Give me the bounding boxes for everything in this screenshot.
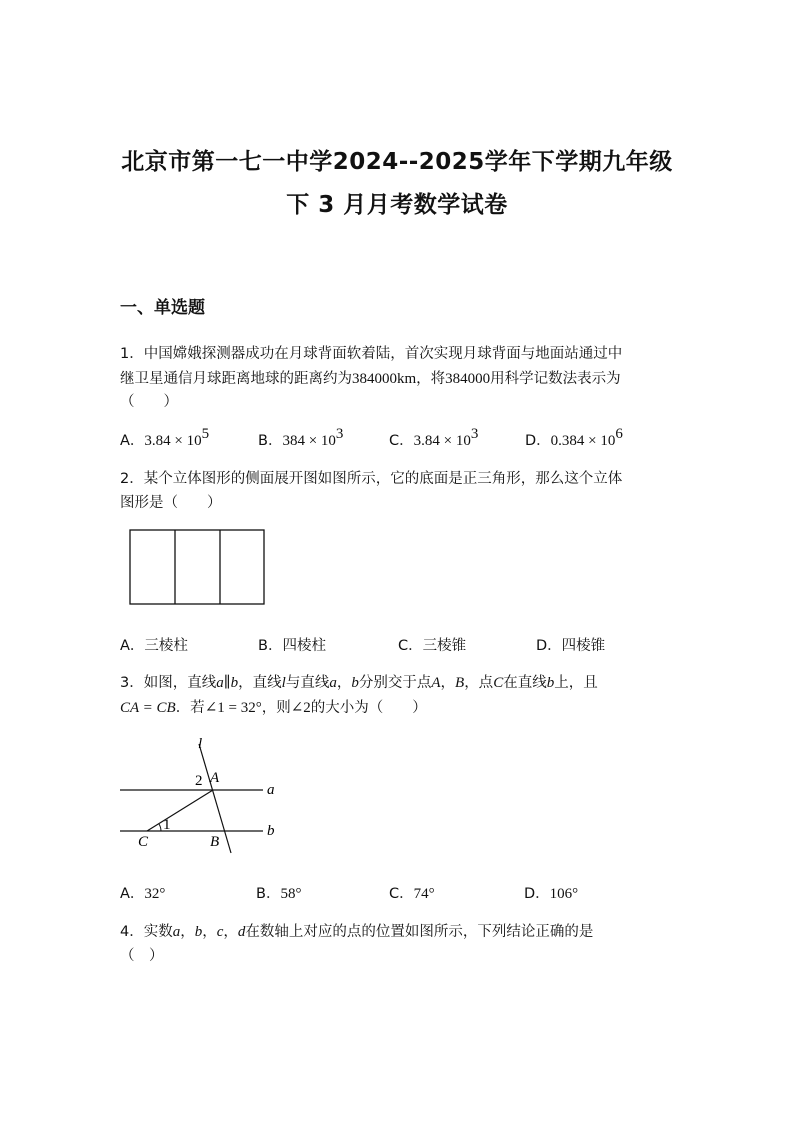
option-letter: B． xyxy=(258,433,283,449)
option-exponent: 5 xyxy=(201,426,210,442)
q3-option-b[interactable] xyxy=(256,882,301,903)
q4-math: c xyxy=(216,924,224,940)
q1-option-d[interactable] xyxy=(525,426,623,450)
label-2: 2 xyxy=(195,773,203,789)
option-letter: D． xyxy=(536,638,562,654)
q1-line1: 1．中国嫦娥探测器成功在月球背面软着陆，首次实现月球背面与地面站通过中 xyxy=(120,346,623,362)
q3-math: b xyxy=(351,675,359,691)
q3-text: 在直线 xyxy=(503,675,547,691)
q2-option-b[interactable] xyxy=(258,634,326,655)
option-letter: D． xyxy=(525,433,551,449)
q4-text: ， xyxy=(202,924,217,940)
q3-math: B xyxy=(455,675,465,691)
option-value: 三棱锥 xyxy=(422,638,467,654)
q1-number: 384000 xyxy=(445,371,491,387)
q4-math: b xyxy=(194,924,203,940)
option-letter: C． xyxy=(389,886,414,902)
q3-math: C xyxy=(493,675,504,691)
q3-option-c[interactable] xyxy=(389,882,435,903)
label-C: C xyxy=(138,834,149,850)
parallel-lines-figure xyxy=(115,735,285,855)
exam-title-line1: 北京市第一七一中学2024--2025学年下学期九年级 xyxy=(121,149,673,175)
q3-math: l xyxy=(281,675,286,691)
q3-math: a∥b xyxy=(216,675,239,691)
q2-line2: 图形是（ ） xyxy=(120,495,222,511)
q4-math: a xyxy=(172,924,181,940)
q4-math: d xyxy=(237,924,246,940)
q3-text: ， xyxy=(336,675,352,691)
q4-line1 xyxy=(120,920,593,941)
label-l: l xyxy=(198,736,203,752)
q4-text: 在数轴上对应的点的位置如图所示，下列结论正确的是 xyxy=(245,924,594,940)
q1-answer-blank: （ ） xyxy=(120,394,178,410)
q1-option-b[interactable] xyxy=(258,426,344,450)
q4-text: 4．实数 xyxy=(120,924,173,940)
option-value: 384 × 10 xyxy=(282,433,336,449)
label-b: b xyxy=(267,823,275,839)
q3-text: ，直线 xyxy=(238,675,282,691)
option-letter: A． xyxy=(120,638,145,654)
q2-option-c[interactable] xyxy=(398,634,466,655)
q3-text: 3．如图，直线 xyxy=(120,675,217,691)
q1-option-a[interactable] xyxy=(120,426,210,450)
q2-line1: 2．某个立体图形的侧面展开图如图所示，它的底面是正三角形，那么这个立体 xyxy=(120,471,623,487)
q3-angle1: ∠1 = 32° xyxy=(204,700,262,716)
option-letter: B． xyxy=(256,886,281,902)
q3-text: 的大小为（ ） xyxy=(310,700,427,716)
exam-title-line2: 下 3 月月考数学试卷 xyxy=(286,192,508,218)
option-exponent: 3 xyxy=(470,426,479,442)
option-letter: A． xyxy=(120,433,145,449)
q3-text: ，则 xyxy=(261,700,291,716)
option-letter: C． xyxy=(389,433,414,449)
label-1: 1 xyxy=(163,817,171,833)
option-letter: A． xyxy=(120,886,145,902)
q3-option-d[interactable] xyxy=(524,882,578,903)
q3-math: A xyxy=(431,675,441,691)
option-letter: B． xyxy=(258,638,283,654)
option-value: 32° xyxy=(144,886,166,902)
q3-math: a xyxy=(329,675,337,691)
label-a: a xyxy=(267,782,275,798)
q3-text: ， xyxy=(440,675,456,691)
option-exponent: 3 xyxy=(335,426,344,442)
q3-text: 上，且 xyxy=(554,675,598,691)
lateral-net-figure xyxy=(129,529,267,607)
q3-line2 xyxy=(120,696,427,717)
option-value: 58° xyxy=(280,886,302,902)
option-exponent: 6 xyxy=(615,426,623,442)
option-value: 3.84 × 10 xyxy=(413,433,471,449)
q2-option-d[interactable] xyxy=(536,634,605,655)
section-heading: 一、单选题 xyxy=(120,298,205,318)
option-letter: D． xyxy=(524,886,550,902)
q3-line1 xyxy=(120,671,598,692)
q4-text: ， xyxy=(180,924,195,940)
q1-line2 xyxy=(120,367,621,388)
q3-text: ，点 xyxy=(464,675,494,691)
segment-CA xyxy=(147,790,213,831)
q4-text: ， xyxy=(223,924,238,940)
q1-text: ，将 xyxy=(416,371,446,387)
q1-text: 继卫星通信月球距离地球的距离约为 xyxy=(120,371,352,387)
q3-text: ．若 xyxy=(175,700,205,716)
q3-math: CA = CB xyxy=(120,700,176,716)
label-B: B xyxy=(210,834,220,850)
q3-option-a[interactable] xyxy=(120,882,165,903)
q3-text: 与直线 xyxy=(285,675,330,691)
option-value: 四棱柱 xyxy=(282,638,326,654)
option-value: 三棱柱 xyxy=(144,638,188,654)
option-value: 四棱锥 xyxy=(561,638,606,654)
option-letter: C． xyxy=(398,638,423,654)
q4-answer-blank: （ ） xyxy=(120,948,164,964)
q1-distance: 384000km xyxy=(352,371,417,387)
q1-text: 用科学记数法表示为 xyxy=(490,371,621,387)
q1-option-c[interactable] xyxy=(389,426,479,450)
q2-option-a[interactable] xyxy=(120,634,188,655)
q3-text: 分别交于点 xyxy=(358,675,432,691)
q3-math: b xyxy=(546,675,555,691)
option-value: 74° xyxy=(413,886,435,902)
option-value: 0.384 × 10 xyxy=(550,433,616,449)
net-outline xyxy=(130,530,264,604)
label-A: A xyxy=(210,770,220,786)
option-value: 3.84 × 10 xyxy=(144,433,202,449)
q3-angle2: ∠2 xyxy=(290,700,311,716)
angle-1-arc xyxy=(159,824,161,831)
option-value: 106° xyxy=(549,886,579,902)
